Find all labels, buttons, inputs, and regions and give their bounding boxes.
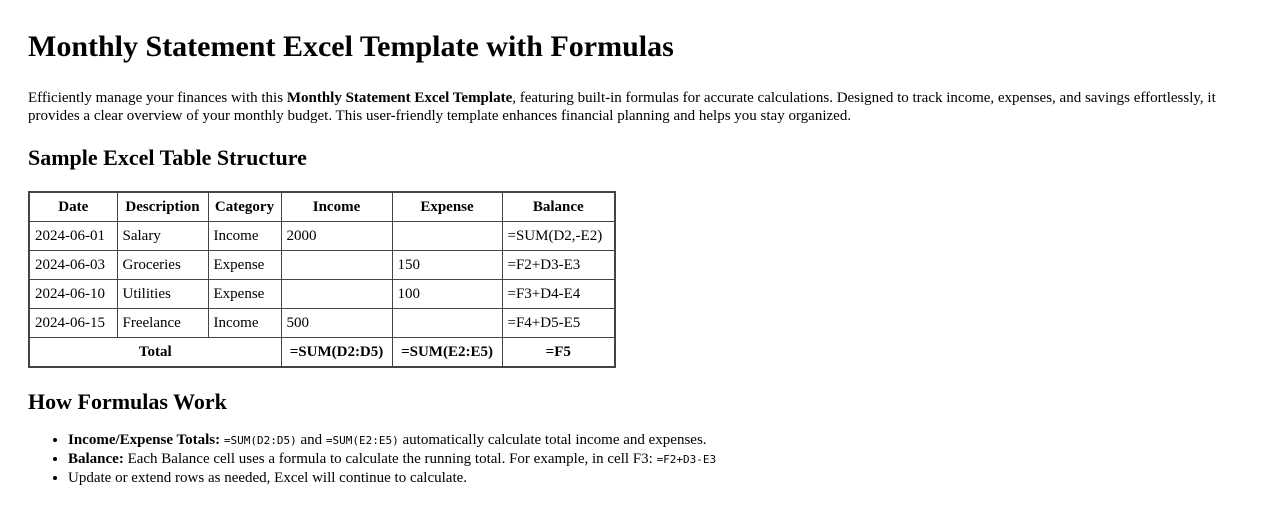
cell-balance: =F4+D5-E5	[502, 309, 615, 338]
list-item-bold: Income/Expense Totals:	[68, 432, 221, 448]
cell-category: Income	[208, 222, 281, 251]
list-item-text: Each Balance cell uses a formula to calculate the running total. For example, in cell F3:	[123, 451, 657, 467]
cell-date: 2024-06-03	[29, 251, 117, 280]
cell-category: Expense	[208, 280, 281, 309]
list-item-bold: Balance:	[68, 451, 124, 467]
cell-balance: =F2+D3-E3	[502, 251, 615, 280]
header-expense: Expense	[392, 192, 502, 222]
header-income: Income	[281, 192, 392, 222]
page-title: Monthly Statement Excel Template with Formulas	[28, 30, 674, 63]
cell-description: Groceries	[117, 251, 208, 280]
header-category: Category	[208, 192, 281, 222]
cell-income: 2000	[281, 222, 392, 251]
cell-date: 2024-06-01	[29, 222, 117, 251]
formulas-list	[28, 431, 1250, 487]
formula-code: =SUM(E2:E5)	[325, 434, 399, 447]
cell-income	[281, 280, 392, 309]
table-row	[29, 251, 615, 280]
cell-expense: 100	[392, 280, 502, 309]
intro-paragraph	[28, 89, 1228, 125]
cell-balance: =SUM(D2,-E2)	[502, 222, 615, 251]
cell-description: Utilities	[117, 280, 208, 309]
cell-category: Expense	[208, 251, 281, 280]
cell-expense	[392, 309, 502, 338]
table-row	[29, 309, 615, 338]
cell-expense	[392, 222, 502, 251]
total-expense-formula: =SUM(E2:E5)	[392, 338, 502, 368]
list-item	[68, 431, 1250, 450]
list-item	[68, 450, 1250, 469]
cell-income	[281, 251, 392, 280]
formula-code: =F2+D3-E3	[656, 453, 717, 466]
total-balance-formula: =F5	[502, 338, 615, 368]
excel-sample-table	[28, 191, 616, 368]
total-income-formula: =SUM(D2:D5)	[281, 338, 392, 368]
intro-text-before: Efficiently manage your finances with this	[28, 90, 287, 106]
table-total-row	[29, 338, 615, 368]
table-section-heading: Sample Excel Table Structure	[28, 145, 307, 170]
total-label: Total	[29, 338, 281, 368]
cell-balance: =F3+D4-E4	[502, 280, 615, 309]
formulas-section-heading: How Formulas Work	[28, 389, 227, 414]
intro-bold-text: Monthly Statement Excel Template	[286, 90, 513, 106]
list-item-text: automatically calculate total income and expenses.	[398, 432, 707, 448]
intro-text-after: , featuring built-in formulas for accurate calculations. Designed to track income, expenses, and savings effortlessly, it provides a clear overview of your monthly budget. This user-friendly template enhances financial planning and helps you stay organized.	[28, 90, 1216, 124]
header-balance: Balance	[502, 192, 615, 222]
cell-description: Freelance	[117, 309, 208, 338]
cell-date: 2024-06-15	[29, 309, 117, 338]
header-description: Description	[117, 192, 208, 222]
formula-code: =SUM(D2:D5)	[223, 434, 297, 447]
list-item-text: Update or extend rows as needed, Excel will continue to calculate.	[68, 470, 468, 486]
list-item	[68, 469, 1250, 487]
cell-income: 500	[281, 309, 392, 338]
table-row	[29, 222, 615, 251]
cell-category: Income	[208, 309, 281, 338]
cell-date: 2024-06-10	[29, 280, 117, 309]
cell-description: Salary	[117, 222, 208, 251]
list-item-text: and	[296, 432, 326, 448]
table-row	[29, 280, 615, 309]
cell-expense: 150	[392, 251, 502, 280]
table-header-row	[29, 192, 615, 222]
header-date: Date	[29, 192, 117, 222]
